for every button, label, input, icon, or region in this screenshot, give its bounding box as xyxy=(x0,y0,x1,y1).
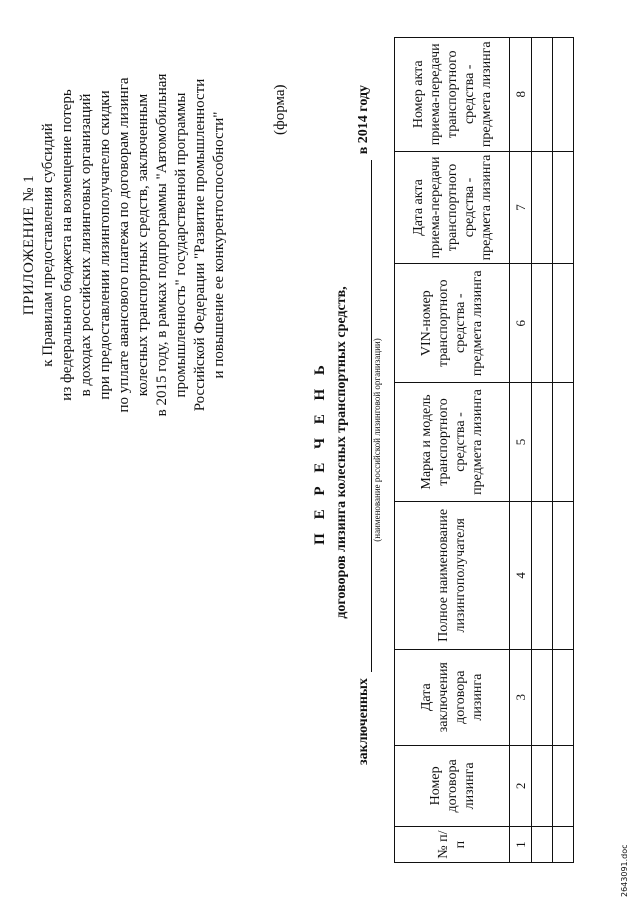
table-cell xyxy=(532,649,553,745)
form-label: (форма) xyxy=(272,84,288,135)
table-cell xyxy=(553,745,574,827)
table-cell xyxy=(553,649,574,745)
column-header: Дата акта приема-передачи транспортного средства - предмета лизинга xyxy=(395,151,510,264)
column-header: Дата заключения договора лизинга xyxy=(395,649,510,745)
concluded-prefix: заключенных xyxy=(356,678,371,765)
document-subtitle: договоров лизинга колесных транспортных средств, xyxy=(334,286,349,619)
table-cell xyxy=(532,38,553,152)
appendix-line: Российской Федерации "Развитие промышленности xyxy=(192,78,208,412)
appendix-line: при предоставлении лизингополучателю скидки xyxy=(97,90,113,400)
table-cell xyxy=(553,38,574,152)
contracts-table xyxy=(394,37,574,863)
appendix-line: в 2015 году, в рамках подпрограммы "Автомобильная xyxy=(154,73,170,417)
table-cell xyxy=(553,264,574,383)
column-header: Марка и модель транспортного средства - предмета лизинга xyxy=(395,383,510,502)
appendix-header xyxy=(20,55,229,435)
table-cell xyxy=(553,827,574,863)
column-number: 6 xyxy=(510,264,532,383)
column-header: Полное наименование лизингополучателя xyxy=(395,501,510,649)
appendix-line: в доходах российских лизинговых организаций xyxy=(78,93,94,397)
table-header-row xyxy=(395,38,510,863)
column-header: Номер договора лизинга xyxy=(395,745,510,827)
appendix-line: из федерального бюджета на возмещение потерь xyxy=(59,89,75,401)
organization-blank-line xyxy=(357,160,372,672)
column-number: 7 xyxy=(510,151,532,264)
appendix-line: и повышение ее конкурентоспособности" xyxy=(211,111,227,379)
appendix-line: по уплате авансового платежа по договорам лизинга xyxy=(116,77,132,413)
table-row xyxy=(532,38,553,863)
table-cell xyxy=(532,827,553,863)
column-number: 3 xyxy=(510,649,532,745)
document-title: П Е Р Е Ч Е Н Ь xyxy=(312,360,328,545)
file-code: 2643091.doc xyxy=(620,844,629,897)
column-header: VIN-номер транспортного средства - предмета лизинга xyxy=(395,264,510,383)
table-cell xyxy=(532,264,553,383)
table-cell xyxy=(553,501,574,649)
appendix-title: ПРИЛОЖЕНИЕ № 1 xyxy=(21,174,37,316)
column-number: 1 xyxy=(510,827,532,863)
column-number: 8 xyxy=(510,38,532,152)
table-cell xyxy=(553,383,574,502)
column-number: 5 xyxy=(510,383,532,502)
column-header: Номер акта приема-передачи транспортного средства - предмета лизинга xyxy=(395,38,510,152)
table-cell xyxy=(553,151,574,264)
organization-hint: (наименование российской лизинговой организации) xyxy=(372,338,382,542)
column-number: 4 xyxy=(510,501,532,649)
table-row xyxy=(510,38,532,863)
concluded-suffix: в 2014 году xyxy=(356,85,371,155)
appendix-line: колесных транспортных средств, заключенным xyxy=(135,93,151,397)
table-cell xyxy=(532,383,553,502)
concluded-line xyxy=(356,85,372,765)
table-cell xyxy=(532,745,553,827)
appendix-line: промышленность" государственной программы xyxy=(173,92,189,398)
column-header: № п/п xyxy=(395,827,510,863)
appendix-line: к Правилам предоставления субсидий xyxy=(40,123,56,367)
table-row xyxy=(553,38,574,863)
column-number: 2 xyxy=(510,745,532,827)
table-cell xyxy=(532,151,553,264)
table-cell xyxy=(532,501,553,649)
